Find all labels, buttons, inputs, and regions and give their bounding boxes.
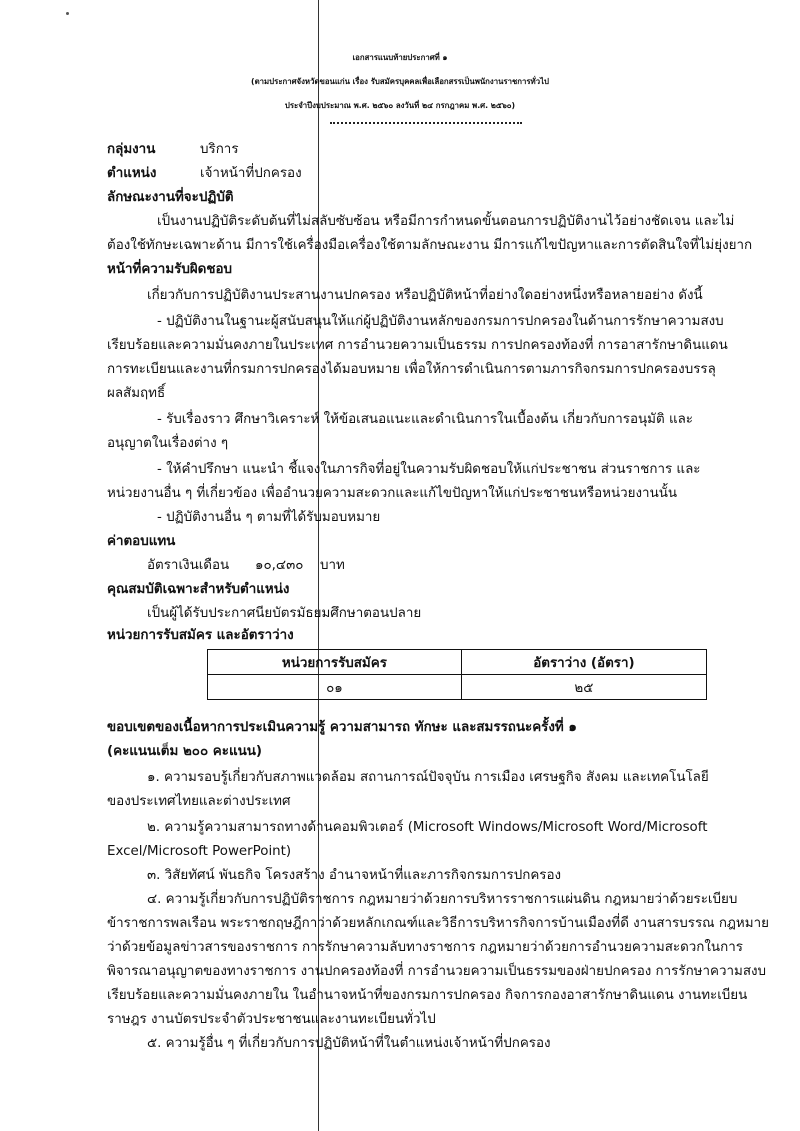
unit-column-header: หน่วยการรับสมัคร	[208, 650, 462, 675]
position-label: ตำแหน่ง	[107, 166, 157, 181]
exam-line: พิจารณาอนุญาตของทางราชการ งานปกครองท้องที่ การอำนวยความเป็นธรรมของฝ่ายปกครอง การรักษาความสงบ	[107, 964, 767, 979]
compensation-heading: ค่าตอบแทน	[107, 534, 176, 549]
exam-line: ๑. ความรอบรู้เกี่ยวกับสภาพแวดล้อม สถานการณ์ปัจจุบัน การเมือง เศรษฐกิจ สังคม และเทคโนโลยี	[147, 770, 709, 785]
duties-line: - ให้คำปรึกษา แนะนำ ชี้แจงในภารกิจที่อยู่ในความรับผิดชอบให้แก่ประชาชน ส่วนราชการ และ	[157, 462, 701, 477]
exam-line: ว่าด้วยข้อมูลข่าวสารของราชการ การรักษาความลับทางราชการ กฎหมายว่าด้วยการอำนวยความสะดวกในการ	[107, 940, 743, 955]
salary-amount: ๑๐,๔๓๐	[255, 558, 304, 573]
exam-line: ของประเทศไทยและต่างประเทศ	[107, 794, 291, 809]
job-nature-heading: ลักษณะงานที่จะปฏิบัติ	[107, 190, 234, 205]
document-date-line: ประจำปีงบประมาณ พ.ศ. ๒๕๖๐ ลงวันที่ ๒๔ กรกฎาคม พ.ศ. ๒๕๖๐)	[284, 101, 516, 110]
vacancy-table	[207, 649, 707, 700]
exam-line: ๒. ความรู้ความสามารถทางด้านคอมพิวเตอร์ (Microsoft Windows/Microsoft Word/Microsoft	[147, 820, 708, 835]
duties-line: ผลสัมฤทธิ์	[107, 386, 166, 401]
exam-line: ๕. ความรู้อื่น ๆ ที่เกี่ยวกับการปฏิบัติหน้าที่ในตำแหน่งเจ้าหน้าที่ปกครอง	[147, 1036, 551, 1051]
duties-line: หน่วยงานอื่น ๆ ที่เกี่ยวข้อง เพื่ออำนวยความสะดวกและแก้ไขปัญหาให้แก่ประชาชนหรือหน่วยงานนั้น	[107, 486, 678, 501]
duties-heading: หน้าที่ความรับผิดชอบ	[107, 262, 233, 277]
document-title: เอกสารแนบท้ายประกาศที่ ๑	[352, 53, 448, 62]
units-heading: หน่วยการรับสมัคร และอัตราว่าง	[107, 628, 294, 643]
position-value: เจ้าหน้าที่ปกครอง	[200, 166, 302, 181]
duties-line: เรียบร้อยและความมั่นคงภายในประเทศ การอำนวยความเป็นธรรม การปกครองท้องที่ การอาสารักษาดินแดน	[107, 338, 728, 353]
vacancy-column-header: อัตราว่าง (อัตรา)	[461, 650, 706, 675]
job-nature-line: เป็นงานปฏิบัติระดับต้นที่ไม่สลับซับซ้อน หรือมีการกำหนดขั้นตอนการปฏิบัติงานไว้อย่างชัดเจน และไม่	[157, 214, 735, 229]
table-header-row	[208, 650, 707, 675]
salary-label: อัตราเงินเดือน	[147, 558, 230, 573]
exam-line: ราษฎร งานบัตรประจำตัวประชาชนและงานทะเบียนทั่วไป	[107, 1012, 436, 1027]
exam-line: เรียบร้อยและความมั่นคงภายใน ในอำนาจหน้าที่ของกรมการปกครอง กิจการกองอาสารักษาดินแดน งานทะเบียน	[107, 988, 748, 1003]
group-value: บริการ	[200, 142, 239, 157]
group-label: กลุ่มงาน	[107, 142, 156, 157]
qualification-text: เป็นผู้ได้รับประกาศนียบัตรมัธยมศึกษาตอนปลาย	[147, 606, 422, 621]
duties-line: เกี่ยวกับการปฏิบัติงานประสานงานปกครอง หรือปฏิบัติหน้าที่อย่างใดอย่างหนึ่งหรือหลายอย่าง ดังนี้	[147, 288, 703, 303]
exam-line: ๓. วิสัยทัศน์ พันธกิจ โครงสร้าง อำนาจหน้าที่และภารกิจกรมการปกครอง	[147, 868, 562, 883]
qualification-heading: คุณสมบัติเฉพาะสำหรับตำแหน่ง	[107, 582, 290, 597]
table-row	[208, 675, 707, 700]
unit-cell: ๐๑	[208, 675, 462, 700]
exam-line: ๔. ความรู้เกี่ยวกับการปฏิบัติราชการ กฎหมายว่าด้วยการบริหารราชการแผ่นดิน กฎหมายว่าด้วยระเบียบ	[147, 892, 738, 907]
duties-line: การทะเบียนและงานที่กรมการปกครองได้มอบหมาย เพื่อให้การดำเนินการตามภารกิจกรมการปกครองบรรลุ	[107, 362, 716, 377]
exam-score: (คะแนนเต็ม ๒๐๐ คะแนน)	[107, 744, 263, 759]
job-nature-line: ต้องใช้ทักษะเฉพาะด้าน มีการใช้เครื่องมือเครื่องใช้ตามลักษณะงาน มีการแก้ไขปัญหาและการตัดสินใจที่ไม่ยุ่งยาก	[107, 238, 753, 253]
exam-line: Excel/Microsoft PowerPoint)	[107, 844, 292, 859]
duties-line: - รับเรื่องราว ศึกษาวิเคราะห์ ให้ข้อเสนอแนะและดำเนินการในเบื้องต้น เกี่ยวกับการอนุมัติ และ	[157, 412, 693, 427]
duties-line: - ปฏิบัติงานในฐานะผู้สนับสนุนให้แก่ผู้ปฏิบัติงานหลักของกรมการปกครองในด้านการรักษาความสงบ	[157, 314, 724, 329]
vacancy-cell: ๒๕	[461, 675, 706, 700]
scan-speck	[66, 12, 69, 15]
salary-unit: บาท	[320, 558, 345, 573]
document-subtitle: (ตามประกาศจังหวัดขอนแก่น เรื่อง รับสมัครบุคคลเพื่อเลือกสรรเป็นพนักงานราชการทั่วไป	[251, 77, 549, 86]
exam-line: ข้าราชการพลเรือน พระราชกฤษฎีกาว่าด้วยหลักเกณฑ์และวิธีการบริหารกิจการบ้านเมืองที่ดี งานสารบรรณ กฎหมาย	[107, 916, 769, 931]
duties-line: อนุญาตในเรื่องต่าง ๆ	[107, 436, 229, 451]
exam-heading: ขอบเขตของเนื้อหาการประเมินความรู้ ความสามารถ ทักษะ และสมรรถนะครั้งที่ ๑	[107, 720, 577, 735]
dotted-separator	[330, 122, 522, 124]
duties-line: - ปฏิบัติงานอื่น ๆ ตามที่ได้รับมอบหมาย	[157, 510, 381, 525]
